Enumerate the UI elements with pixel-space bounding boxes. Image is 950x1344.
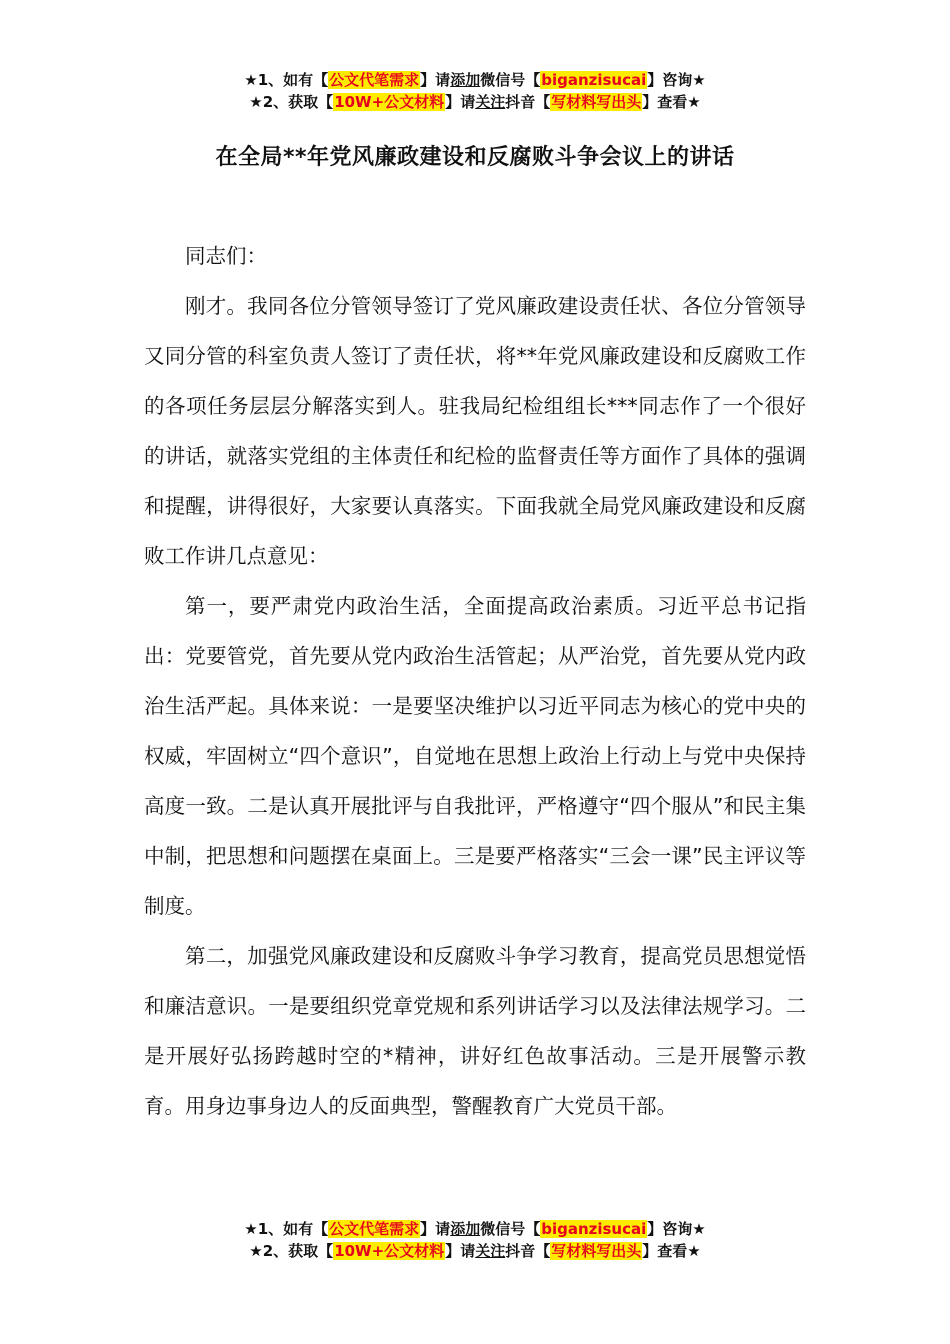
highlight-materials: 10W+公文材料 [334, 1242, 445, 1260]
paragraph-intro: 刚才。我同各位分管领导签订了党风廉政建设责任状、各位分管领导又同分管的科室负责人签订了责任状，将**年党风廉政建设和反腐败工作的各项任务层层分解落实到人。驻我局纪检组组长***同志作了一个很好的讲话，就落实党组的主体责任和纪检的监督责任等方面作了具体的强调和提醒，讲得很好，大家要认真落实。下面我就全局党风廉政建设和反腐败工作讲几点意见： [144, 294, 806, 568]
promo-banner-bottom [0, 1218, 950, 1262]
highlight-wechat-id: biganzisucai [541, 71, 647, 89]
highlight-service: 公文代笔需求 [329, 71, 420, 89]
promo-banner-top [0, 69, 950, 113]
promo-line-1: ★1、如有【公文代笔需求】请添加微信号【biganzisucai】咨询★ [244, 71, 706, 89]
highlight-douyin-account: 写材料写出头 [551, 93, 642, 111]
document-body [144, 231, 806, 1131]
highlight-douyin-account: 写材料写出头 [551, 1242, 642, 1260]
highlight-service: 公文代笔需求 [329, 1220, 420, 1238]
highlight-materials: 10W+公文材料 [334, 93, 445, 111]
promo-line-2: ★2、获取【10W+公文材料】请关注抖音【写材料写出头】查看★ [249, 93, 701, 111]
promo-line-2: ★2、获取【10W+公文材料】请关注抖音【写材料写出头】查看★ [249, 1242, 701, 1260]
document-title: 在全局**年党风廉政建设和反腐败斗争会议上的讲话 [215, 145, 735, 170]
paragraph-second-point: 第二，加强党风廉政建设和反腐败斗争学习教育，提高党员思想觉悟和廉洁意识。一是要组织党章党规和系列讲话学习以及法律法规学习。二是开展好弘扬跨越时空的*精神，讲好红色故事活动。三是开展警示教育。用身边事身边人的反面典型，警醒教育广大党员干部。 [144, 944, 806, 1118]
paragraph-first-point: 第一，要严肃党内政治生活，全面提高政治素质。习近平总书记指出：党要管党，首先要从党内政治生活管起；从严治党，首先要从党内政治生活严起。具体来说：一是要坚决维护以习近平同志为核心的党中央的权威，牢固树立“四个意识”，自觉地在思想上政治上行动上与党中央保持高度一致。二是认真开展批评与自我批评，严格遵守“四个服从”和民主集中制，把思想和问题摆在桌面上。三是要严格落实“三会一课”民主评议等制度。 [144, 594, 806, 918]
promo-line-1: ★1、如有【公文代笔需求】请添加微信号【biganzisucai】咨询★ [244, 1220, 706, 1238]
highlight-wechat-id: biganzisucai [541, 1220, 647, 1238]
salutation: 同志们： [185, 244, 267, 268]
